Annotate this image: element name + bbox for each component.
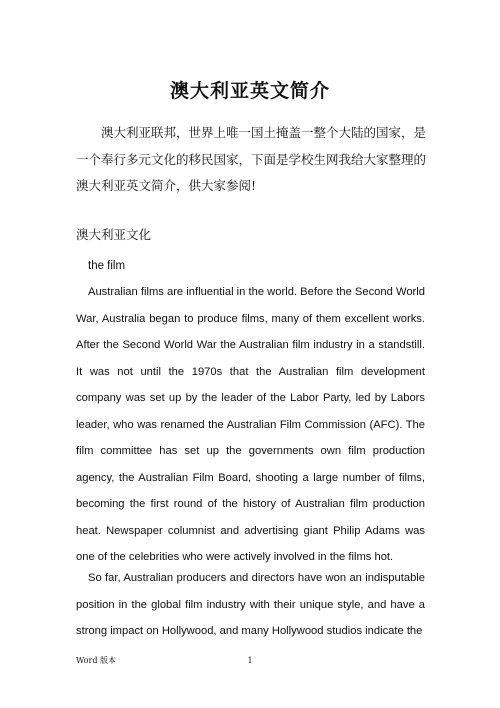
intro-paragraph: 澳大利亚联邦，世界上唯一国土掩盖一整个大陆的国家，是一个奉行多元文化的移民国家，下面是学校生网我给大家整理的澳大利亚英文简介，供大家参阅!: [76, 125, 427, 193]
body-paragraph: Australian films are influential in the world. Before the Second World War, Australia began to produce films, many of them excellent works. After the Second World War the Australian film industry in a standstill. It was not until the 1970s that the Australian film development company was set up by the leader of the Labor Party, led by Labors leader, who was renamed the Australian Film Commission (AFC). The film committee has set up the governments own film production agency, the Australian Film Board, shooting a large number of films, becoming the first round of the history of Australian film production heat. Newspaper columnist and advertising giant Philip Adams was one of the celebrities who were actively involved in the films hot.: [76, 286, 425, 563]
body-paragraph: So far, Australian producers and directors have won an indisputable position in the global film industry with their unique style, and have a strong impact on Hollywood, and many Hollywood studios indicate the: [76, 572, 425, 637]
footer-version-label: Word 版本: [76, 656, 116, 665]
page-number: 1: [247, 656, 253, 665]
sub-heading: the film: [88, 260, 126, 272]
document-title: 澳大利亚英文简介: [169, 80, 330, 102]
section-heading: 澳大利亚文化: [76, 227, 152, 242]
